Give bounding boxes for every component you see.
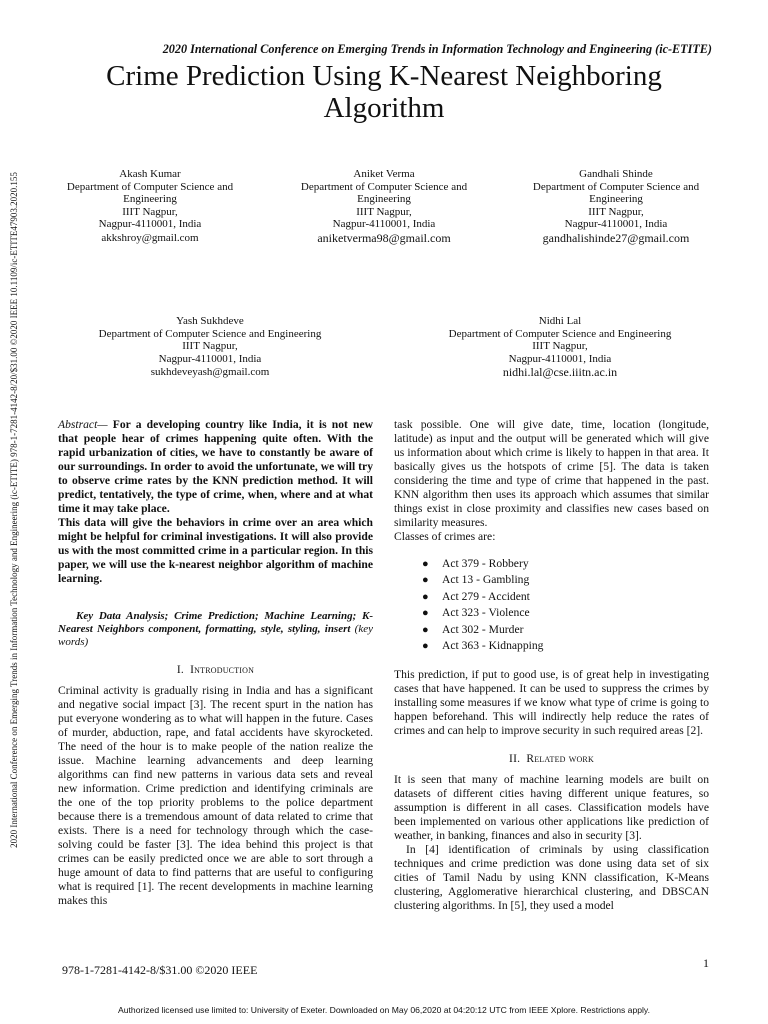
section-number: I. [176,664,184,676]
author-department-cont: Engineering [123,193,177,206]
author-email[interactable]: gandhalishinde27@gmail.com [542,230,690,245]
author-institute: IIIT Nagpur, [532,340,588,353]
keywords [58,610,373,649]
introduction-paragraph: Criminal activity is gradually rising in India and has a significant and negative social impact [3]. The recent spurt in the nation has put everyone wondering as to what will happen in the future. Cases of murder, abduction, rape, and fatal accidents have skyrocketed. The need of the hour is to make people of the nation realize the issue. Machine learning advancements and deep learning algorithms can find new patterns in various data sets and reveal new information. Crime prediction and identifying criminals are the one of the top priority problems to the police department because there is a tremendous amount of data related to crime that exists. There is a need for technology through which the case-solving could be faster [3]. The idea behind this project is that crimes can be easily predicted once we are able to sort through a huge amount of data to find patterns that are useful to configuring what is required [1]. The recent developments in machine learning makes this [58,684,373,907]
list-item-text: Act 13 - Gambling [442,573,530,587]
author-name: Nidhi Lal [538,315,582,327]
license-notice: Authorized licensed use limited to: University of Exeter. Downloaded on May 06,2020 at 04:20:12 UTC from IEEE Xplore. Restrictions apply. [118,1005,650,1015]
section-heading-introduction [58,663,373,677]
list-item [422,638,709,654]
author-name: Akash Kumar [119,168,181,180]
author-department: Department of Computer Science and Engineering [448,327,672,340]
author-institute: IIIT Nagpur, [122,205,178,218]
abstract-paragraph [58,418,373,516]
bullet-icon: ● [422,590,429,603]
list-item [422,622,709,638]
list-item-text: Act 279 - Accident [442,589,530,603]
author-email[interactable]: aniketverma98@gmail.com [317,230,451,245]
abstract-dash: — [97,418,113,431]
bullet-icon: ● [422,574,429,587]
author-institute: IIIT Nagpur, [588,205,644,218]
related-work-paragraph: It is seen that many of machine learning models are built on datasets of different cities having different unique features, so assumption is different in all cases. Classification models have been implemented on various other applications like prediction of weather, in banking, finances and also in security [3]. [394,773,709,843]
bullet-icon: ● [422,623,429,636]
list-item [422,572,709,588]
title-line-1: Crime Prediction Using K-Nearest Neighboring [106,60,662,92]
author-city: Nagpur-4110001, India [332,218,436,231]
side-identifier-strip: 2020 International Conference on Emerging Trends in Information Technology and Engineering (ic-ETITE) 978-1-7281-4142-8/20/$31.00 ©2020 IEEE 10.1109/ic-ETITE47903.2020.155 [9,172,19,848]
keywords-close: ) [84,636,89,648]
bullet-icon: ● [422,558,429,570]
author-name: Yash Sukhdeve [176,315,244,327]
list-item-text: Act 323 - Violence [442,606,530,620]
keywords-text: Key Data Analysis; Crime Prediction; Machine Learning; K-Nearest Neighbors component, formatting, style, styling, insert [58,610,373,635]
author-email[interactable]: nidhi.lal@cse.iiitn.ac.in [502,365,618,380]
author-block [50,168,250,245]
list-item [422,589,709,605]
author-block [516,168,716,245]
body-paragraph: This prediction, if put to good use, is of great help in investigating cases that have happened. It can be used to suppress the crimes by installing some measures if we know what type of crime is going to happen beforehand. This will indirectly help reduce the rates of crimes and can help to improve security in such required areas [2]. [394,668,709,738]
footer-isbn: 978-1-7281-4142-8/$31.00 ©2020 IEEE [62,963,258,977]
author-department-cont: Engineering [357,193,411,206]
classes-intro: Classes of crimes are: [394,530,496,543]
crime-classes-list [394,556,709,654]
paper-title [0,60,768,124]
author-email[interactable]: sukhdeveyash@gmail.com [150,366,270,379]
author-city: Nagpur-4110001, India [98,218,202,231]
author-department: Department of Computer Science and [532,180,700,193]
author-block [70,315,350,379]
list-item-text: Act 302 - Murder [442,622,524,636]
list-item-text: Act 379 - Robbery [442,557,529,570]
page-number: 1 [703,956,709,970]
author-department-cont: Engineering [589,193,643,206]
author-city: Nagpur-4110001, India [508,352,612,365]
related-work-paragraph-2: In [4] identification of criminals by using classification techniques and crime prediction was done using data set of six cities of Tamil Nadu by using KNN classification, K-Means clustering, Agglomerative hierarchical clustering, and DBSCAN clustering algorithms. In [5], they used a model [394,843,709,913]
author-name: Gandhali Shinde [579,168,653,180]
right-column [394,418,709,913]
list-item [422,556,709,572]
author-block [284,168,484,245]
abstract-text: For a developing country like India, it is not new that people hear of crimes happening quite often. With the rapid urbanization of cities, we have to constantly be aware of our surroundings. In order to avoid the unfortunate, we will try to observe crime rates by the KNN prediction method. It will predict, tentatively, the type of crime, when, where and at what time it may take place. [58,418,373,515]
author-email[interactable]: akkshroy@gmail.com [101,231,199,244]
author-institute: IIIT Nagpur, [356,205,412,218]
list-item-text: Act 363 - Kidnapping [442,639,544,653]
author-city: Nagpur-4110001, India [564,218,668,231]
keywords-suffix: key words [58,623,373,648]
body-paragraph: task possible. One will give date, time, location (longitude, latitude) as input and the output will be generated which will give us information about which crime is likely to happen in that area. It basically gives us the hotspots of crime [5]. The data is taken considering the time and type of crime that happened in the past. KNN algorithm then uses its approach which assumes that similar things exist in close proximity and classifies new cases based on similarity measures. [394,418,709,529]
section-title: Related work [526,753,594,766]
conference-header: 2020 International Conference on Emerging Trends in Information Technology and Engineering (ic-ETITE) [162,42,712,56]
list-item [422,605,709,621]
author-city: Nagpur-4110001, India [158,352,262,365]
section-heading-related-work [394,752,709,766]
keywords-open: ( [350,623,359,635]
author-department: Department of Computer Science and Engineering [98,327,322,340]
left-column [58,418,373,908]
abstract-label: Abstract [58,418,98,431]
bullet-icon: ● [422,640,429,653]
bullet-icon: ● [422,607,429,620]
section-title: Introduction [190,664,255,676]
author-department: Department of Computer Science and [300,180,468,193]
section-number: II. [509,753,521,766]
author-name: Aniket Verma [353,168,415,180]
author-block [420,315,700,379]
title-line-2: Algorithm [323,92,445,124]
author-institute: IIIT Nagpur, [182,340,238,353]
author-department: Department of Computer Science and [66,180,234,193]
abstract-paragraph-2: This data will give the behaviors in crime over an area which might be helpful for criminal investigations. It will also provide us with the most committed crime in a particular region. In this paper, we will use the k-nearest neighbor algorithm of machine learning. [58,516,373,585]
